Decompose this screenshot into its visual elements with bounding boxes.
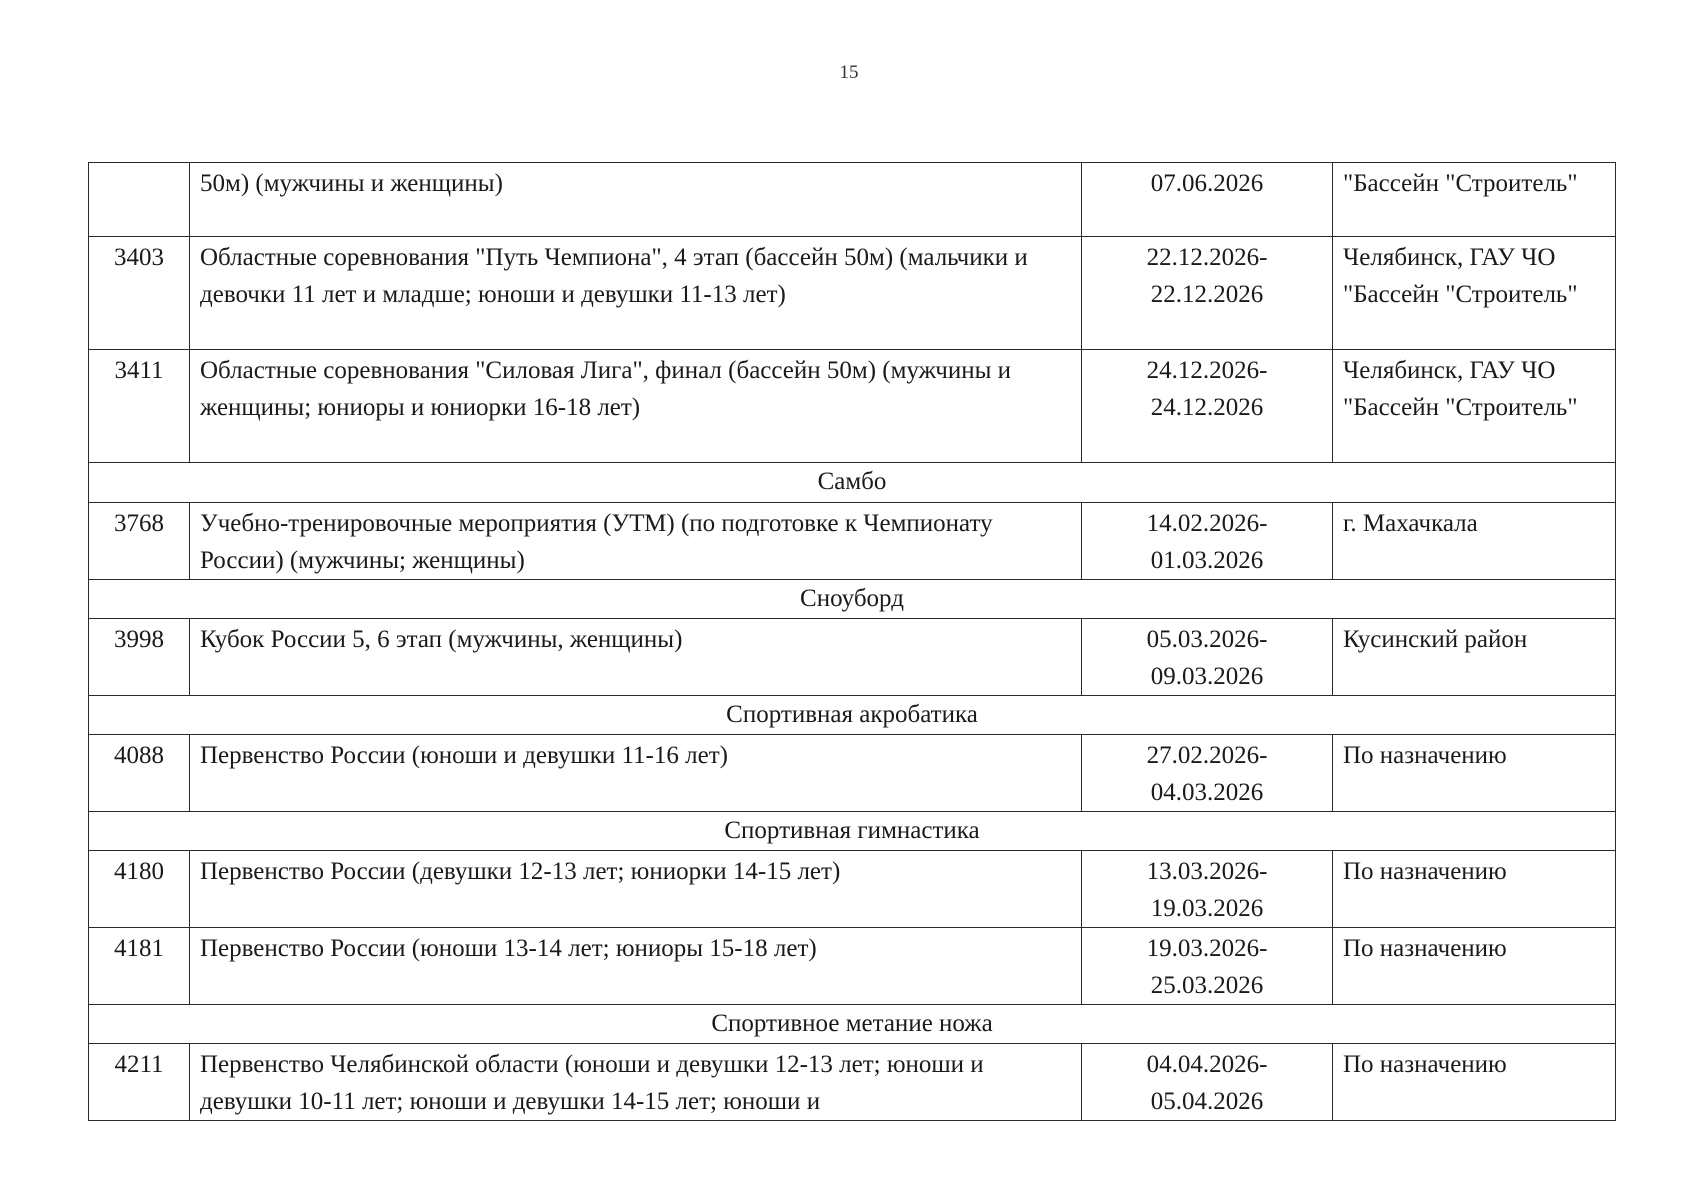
event-dates: 19.03.2026- 25.03.2026	[1082, 928, 1333, 1005]
events-table	[88, 162, 1616, 1121]
event-place: По назначению	[1333, 1044, 1616, 1121]
event-dates: 04.04.2026- 05.04.2026	[1082, 1044, 1333, 1121]
event-number: 3411	[89, 350, 190, 463]
event-place: По назначению	[1333, 851, 1616, 928]
event-number: 3998	[89, 619, 190, 696]
event-place: "Бассейн "Строитель"	[1333, 163, 1616, 237]
table-row	[89, 619, 1616, 696]
table-row	[89, 163, 1616, 237]
section-title: Сноуборд	[89, 580, 1616, 619]
event-place: По назначению	[1333, 928, 1616, 1005]
section-row	[89, 696, 1616, 735]
table-row	[89, 503, 1616, 580]
event-name: Первенство России (юноши и девушки 11-16 лет)	[190, 735, 1082, 812]
table-row	[89, 851, 1616, 928]
table-row	[89, 735, 1616, 812]
event-number: 3403	[89, 237, 190, 350]
section-row	[89, 812, 1616, 851]
event-number: 4181	[89, 928, 190, 1005]
event-place: Челябинск, ГАУ ЧО "Бассейн "Строитель"	[1333, 350, 1616, 463]
event-dates: 24.12.2026- 24.12.2026	[1082, 350, 1333, 463]
event-number: 3768	[89, 503, 190, 580]
section-title: Спортивная гимнастика	[89, 812, 1616, 851]
section-title: Спортивная акробатика	[89, 696, 1616, 735]
event-place: г. Махачкала	[1333, 503, 1616, 580]
event-dates: 05.03.2026- 09.03.2026	[1082, 619, 1333, 696]
event-name: Областные соревнования "Путь Чемпиона", 4 этап (бассейн 50м) (мальчики и девочки 11 лет и младше; юноши и девушки 11-13 лет)	[190, 237, 1082, 350]
event-name: 50м) (мужчины и женщины)	[190, 163, 1082, 237]
event-place: Челябинск, ГАУ ЧО "Бассейн "Строитель"	[1333, 237, 1616, 350]
event-dates: 13.03.2026- 19.03.2026	[1082, 851, 1333, 928]
event-name: Учебно-тренировочные мероприятия (УТМ) (по подготовке к Чемпионату России) (мужчины; женщины)	[190, 503, 1082, 580]
section-title: Спортивное метание ножа	[89, 1005, 1616, 1044]
table-row	[89, 237, 1616, 350]
event-dates: 07.06.2026	[1082, 163, 1333, 237]
page-number: 15	[839, 62, 859, 83]
section-row	[89, 1005, 1616, 1044]
event-name: Кубок России 5, 6 этап (мужчины, женщины)	[190, 619, 1082, 696]
section-title: Самбо	[89, 463, 1616, 503]
section-row	[89, 463, 1616, 503]
table-row	[89, 928, 1616, 1005]
table-row	[89, 1044, 1616, 1121]
event-name: Областные соревнования "Силовая Лига", финал (бассейн 50м) (мужчины и женщины; юниоры и юниорки 16-18 лет)	[190, 350, 1082, 463]
event-number	[89, 163, 190, 237]
event-place: По назначению	[1333, 735, 1616, 812]
event-name: Первенство России (девушки 12-13 лет; юниорки 14-15 лет)	[190, 851, 1082, 928]
table-row	[89, 350, 1616, 463]
event-number: 4180	[89, 851, 190, 928]
event-dates: 27.02.2026- 04.03.2026	[1082, 735, 1333, 812]
event-name: Первенство России (юноши 13-14 лет; юниоры 15-18 лет)	[190, 928, 1082, 1005]
event-dates: 22.12.2026- 22.12.2026	[1082, 237, 1333, 350]
event-number: 4211	[89, 1044, 190, 1121]
event-name: Первенство Челябинской области (юноши и девушки 12-13 лет; юноши и девушки 10-11 лет; юноши и девушки 14-15 лет; юноши и	[190, 1044, 1082, 1121]
event-place: Кусинский район	[1333, 619, 1616, 696]
event-number: 4088	[89, 735, 190, 812]
section-row	[89, 580, 1616, 619]
event-dates: 14.02.2026- 01.03.2026	[1082, 503, 1333, 580]
